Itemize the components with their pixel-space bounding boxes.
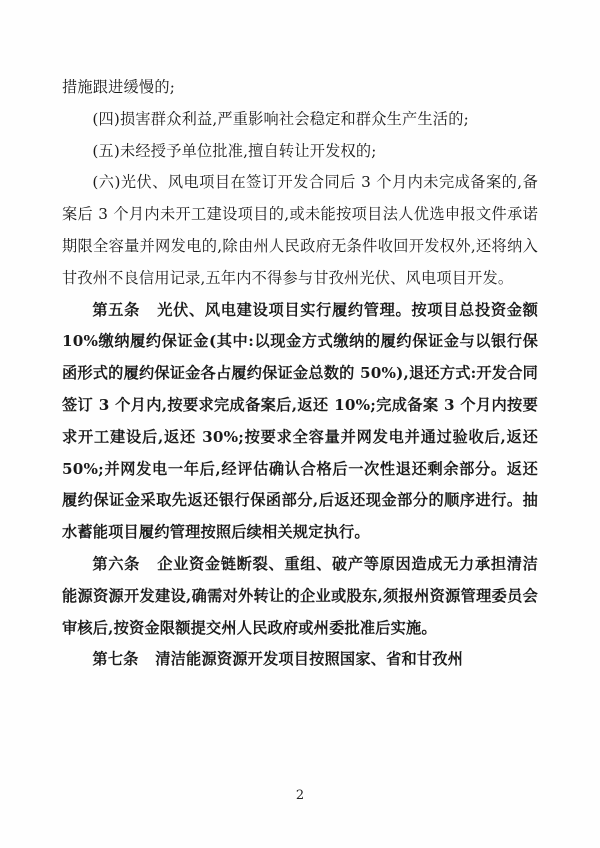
article-7-label: 第七条 xyxy=(92,650,139,669)
article-7-text: 清洁能源资源开发项目按照国家、省和甘孜州 xyxy=(155,650,464,669)
paragraph-item-4: (四)损害群众利益,严重影响社会稳定和群众生产生活的; xyxy=(92,109,469,128)
paragraph-article-5 xyxy=(62,295,538,549)
paragraph-item-5: (五)未经授予单位批准,擅自转让开发权的; xyxy=(92,141,377,160)
article-6-label: 第六条 xyxy=(92,554,141,573)
page-number: 2 xyxy=(295,788,305,803)
paragraph-item-6: (六)光伏、风电项目在签订开发合同后 3 个月内未完成备案的,备案后 3 个月内未开工建设项目的,或未能按项目法人优选申报文件承诺期限全容量并网发电的,除由州人民政府无条件收回开发权外,还将纳入甘孜州不良信用记录,五年内不得参与甘孜州光伏、风电项目开发。 xyxy=(62,173,538,287)
paragraph-article-7 xyxy=(62,644,538,676)
document-body xyxy=(62,72,538,676)
article-5-label: 第五条 xyxy=(92,300,141,319)
paragraph-article-6 xyxy=(62,549,538,644)
article-6-text: 企业资金链断裂、重组、破产等原因造成无力承担清洁能源资源开发建设,确需对外转让的企业或股东,须报州资源管理委员会审核后,按资金限额提交州人民政府或州委批准后实施。 xyxy=(62,554,538,637)
article-5-text: 光伏、风电建设项目实行履约管理。按项目总投资金额 10%缴纳履约保证金(其中:以现金方式缴纳的履约保证金与以银行保函形式的履约保证金各占履约保证金总数的 50%),退还方式:开发合同签订 3 个月内,按要求完成备案后,返还 10%;完成备案 3 个月内按要求开工建设后,返还 30%;按要求全容量并网发电并通过验收后,返还 50%;并网发电一年后,经评估确认合格后一次性退还剩余部分。返还履约保证金采取先返还银行保函部分,后返还现金部分的顺序进行。抽水蓄能项目履约管理按照后续相关规定执行。 xyxy=(62,300,538,542)
paragraph-continuation: 措施跟进缓慢的; xyxy=(62,78,176,96)
